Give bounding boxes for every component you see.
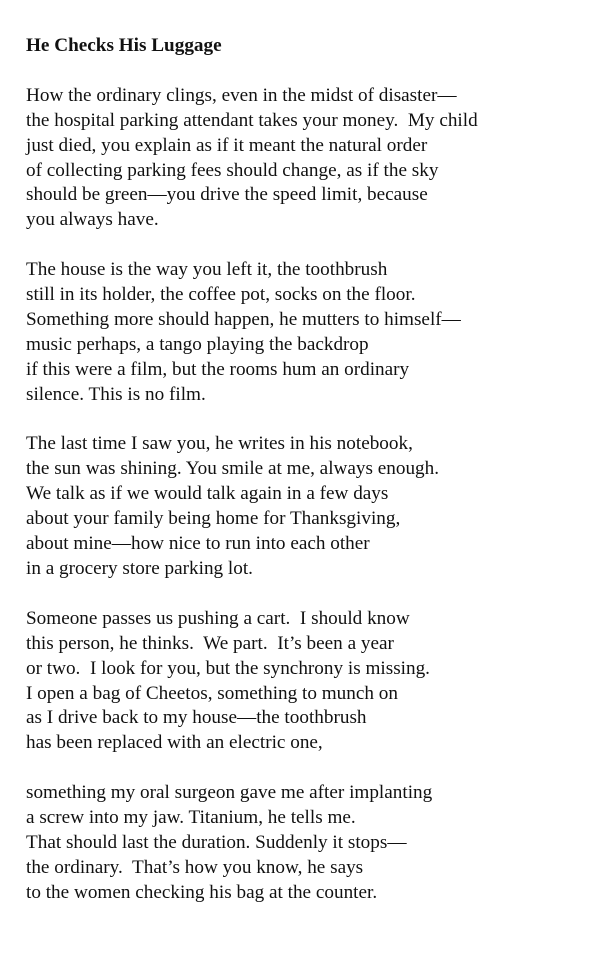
poem-line: The last time I saw you, he writes in his notebook, <box>26 433 413 455</box>
poem-line: That should last the duration. Suddenly it stops— <box>26 831 407 853</box>
poem-line: Something more should happen, he mutters to himself— <box>26 308 461 330</box>
stanza-2 <box>26 258 586 407</box>
poem-line: a screw into my jaw. Titanium, he tells me. <box>26 807 356 829</box>
poem-line: the hospital parking attendant takes your money. My child <box>26 109 478 131</box>
poem-line: as I drive back to my house—the toothbrush <box>26 707 367 729</box>
stanza-3 <box>26 432 586 581</box>
poem-line: in a grocery store parking lot. <box>26 557 253 579</box>
poem-line: should be green—you drive the speed limit, because <box>26 184 428 206</box>
stanza-4 <box>26 607 586 756</box>
poem-line: music perhaps, a tango playing the backdrop <box>26 333 369 355</box>
poem-line: or two. I look for you, but the synchrony is missing. <box>26 657 430 679</box>
poem-line: just died, you explain as if it meant the natural order <box>26 134 428 156</box>
poem-line: I open a bag of Cheetos, something to munch on <box>26 682 398 704</box>
stanza-5 <box>26 781 586 906</box>
stanza-1 <box>26 84 586 233</box>
poem-line: the sun was shining. You smile at me, always enough. <box>26 458 440 480</box>
poem-line: The house is the way you left it, the toothbrush <box>26 259 388 281</box>
poem-line: to the women checking his bag at the counter. <box>26 881 378 903</box>
poem-line: silence. This is no film. <box>26 383 206 405</box>
poem-line: something my oral surgeon gave me after implanting <box>26 782 433 804</box>
poem-line: still in its holder, the coffee pot, socks on the floor. <box>26 284 416 306</box>
poem-line: about mine—how nice to run into each other <box>26 533 370 555</box>
poem-title: He Checks His Luggage <box>26 35 222 56</box>
poem-line: this person, he thinks. We part. It’s been a year <box>26 632 394 654</box>
poem-line: We talk as if we would talk again in a few days <box>26 483 389 505</box>
poem-line: if this were a film, but the rooms hum an ordinary <box>26 358 410 380</box>
poem-line: the ordinary. That’s how you know, he says <box>26 856 364 878</box>
poem-line: you always have. <box>26 209 159 231</box>
poem-line: How the ordinary clings, even in the midst of disaster— <box>26 84 457 106</box>
poem-page <box>26 34 586 931</box>
poem-line: about your family being home for Thanksgiving, <box>26 508 401 530</box>
poem-line: Someone passes us pushing a cart. I should know <box>26 607 410 629</box>
poem-line: of collecting parking fees should change, as if the sky <box>26 159 439 181</box>
poem-line: has been replaced with an electric one, <box>26 732 323 754</box>
